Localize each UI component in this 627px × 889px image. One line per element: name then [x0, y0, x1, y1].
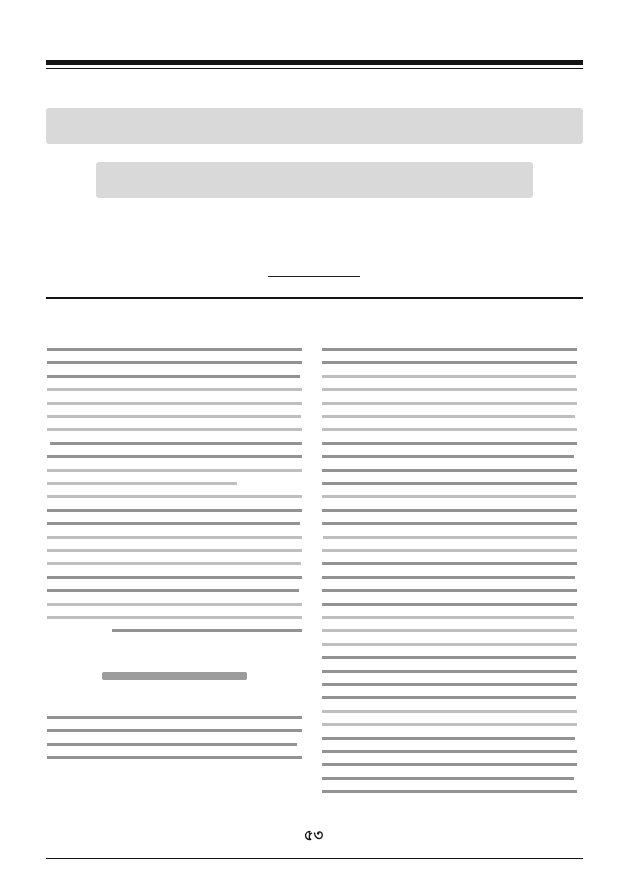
- text-line: [47, 348, 302, 351]
- text-line: [322, 670, 577, 673]
- text-line: [322, 710, 577, 713]
- text-line: [47, 455, 302, 458]
- text-line: [47, 522, 300, 525]
- text-line: [47, 388, 302, 391]
- text-line: [50, 442, 302, 445]
- text-line: [322, 509, 577, 512]
- text-line: [47, 415, 301, 418]
- text-line: [47, 402, 302, 405]
- text-line: [322, 643, 577, 646]
- text-line: [323, 536, 577, 539]
- text-line: [47, 375, 300, 378]
- headline-shape-line1: [46, 108, 583, 144]
- section-subheading: [47, 660, 302, 684]
- text-line: [47, 729, 302, 732]
- text-line: [47, 482, 237, 485]
- byline-underline: [268, 276, 360, 277]
- text-line: [47, 743, 297, 746]
- text-line: [47, 716, 302, 719]
- text-line: [322, 388, 577, 391]
- text-line: [112, 629, 302, 632]
- text-line: [322, 348, 577, 351]
- text-line: [322, 522, 577, 525]
- text-line: [322, 361, 577, 364]
- text-line: [322, 737, 575, 740]
- text-line: [47, 589, 299, 592]
- text-line: [47, 562, 301, 565]
- text-line: [47, 616, 302, 619]
- text-line: [322, 469, 577, 472]
- text-line: [322, 790, 577, 793]
- text-line: [47, 428, 302, 431]
- text-line: [47, 603, 302, 606]
- text-line: [322, 763, 577, 766]
- text-line: [322, 777, 574, 780]
- text-line: [322, 683, 577, 686]
- text-line: [322, 415, 575, 418]
- text-line: [47, 756, 302, 759]
- text-line: [47, 576, 302, 579]
- text-line: [47, 495, 302, 498]
- text-line: [322, 428, 577, 431]
- text-line: [322, 442, 577, 445]
- headline-shape-line2: [96, 162, 533, 198]
- text-line: [47, 536, 302, 539]
- text-line: [322, 495, 576, 498]
- text-line: [322, 696, 576, 699]
- text-line: [47, 361, 302, 364]
- text-line: [322, 549, 577, 552]
- text-line: [322, 576, 575, 579]
- text-line: [322, 375, 576, 378]
- text-line: [47, 549, 302, 552]
- header-rule-thin: [46, 68, 583, 69]
- text-line: [322, 656, 576, 659]
- text-line: [322, 629, 577, 632]
- text-line: [322, 723, 577, 726]
- header-bottom-rule: [46, 297, 583, 299]
- text-line: [322, 589, 577, 592]
- text-line: [322, 603, 577, 606]
- text-line: [322, 616, 574, 619]
- text-line: [322, 562, 577, 565]
- page-number: ৫৩: [303, 826, 324, 844]
- text-line: [322, 750, 577, 753]
- text-line: [47, 469, 302, 472]
- footer-rule: [46, 858, 583, 859]
- text-line: [322, 402, 577, 405]
- text-line: [47, 509, 302, 512]
- text-line: [322, 482, 577, 485]
- text-line: [322, 455, 574, 458]
- header-rule-thick: [46, 60, 583, 65]
